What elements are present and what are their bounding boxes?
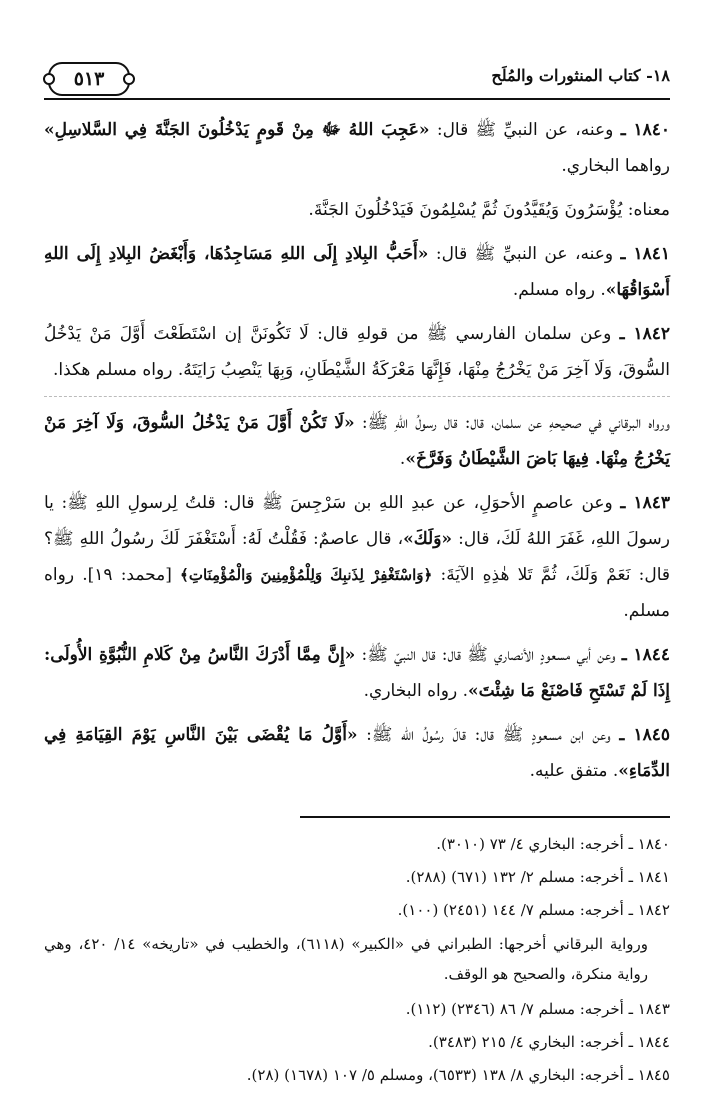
footnote-1845: ١٨٤٥ ـ أخرجه: البخاري ٨/ ١٣٨ (٦٥٣٣)، ومسلم ٥/ ١٠٧ (١٦٧٨) (٢٨).	[246, 1066, 670, 1084]
header-rule	[44, 98, 670, 100]
hadith-quote: «لَا تَكُنْ أَوَّلَ مَنْ يَدْخُلُ السُّوقَ، وَلَا آخِرَ مَنْ يَخْرُجُ مِنْهَا. فِيهَا بَاضَ الشَّيْطَانُ وَفَرَّخَ»	[44, 413, 670, 469]
hadith-mid: ، قال عاصمٌ: فَقُلْتُ لَهُ: أَسْتَغْفَرَ لَكَ رسُولُ اللهِ ﷺ؟ قال: نَعَمْ وَلَكَ، ثُمَّ تَلا هٰذِهِ الآيَةَ:	[44, 529, 671, 585]
meaning-text: معناه: يُؤْسَرُونَ وَيُقَيَّدُونَ ثُمَّ يُسْلِمُونَ فَيَدْخُلُونَ الجَنَّةَ.	[308, 200, 670, 220]
hadith-source: رواهما البخاري.	[561, 156, 670, 176]
footnote-1840: ١٨٤٠ ـ أخرجه: البخاري ٤/ ٧٣ (٣٠١٠).	[436, 835, 670, 853]
hadith-quote: «وَلَكَ»	[403, 529, 453, 549]
footnote-1841: ١٨٤١ ـ أخرجه: مسلم ٢/ ١٣٢ (٦٧١) (٢٨٨).	[405, 868, 670, 886]
running-title: ١٨- كتاب المنثورات والمُلَح	[491, 66, 670, 85]
hadith-source: . رواه مسلم.	[512, 280, 606, 300]
hadith-source: . متفق عليه.	[529, 761, 619, 781]
hadith-1842	[44, 316, 670, 388]
hadith-1842-barqani	[44, 405, 670, 477]
hadith-lead: وعن سلمان الفارسي ﷺ من قولهِ قال:	[308, 324, 620, 344]
hadith-number: ١٨٤٠ ـ	[620, 120, 670, 140]
hadith-source: .	[399, 449, 406, 469]
hadith-lead: وعن عاصمٍ الأحوَلِ، عن عبدِ اللهِ بن سَرْجِسَ ﷺ قال: قلتُ لِرسولِ اللهِ ﷺ: يا رسولَ اللهِ، غَفَرَ اللهُ لَكَ، قال:	[44, 493, 670, 549]
hadith-lead: ورواه البرقاني في صحيحهِ عن سلمان، قال: قال رسولُ اللهِ ﷺ:	[354, 413, 670, 433]
paragraph-separator	[44, 396, 670, 397]
page-number: ٥١٣	[73, 68, 105, 90]
hadith-lead: وعنه، عن النبيِّ ﷺ قال:	[428, 244, 621, 264]
hadith-number: ١٨٤٤ ـ	[621, 645, 670, 665]
hadith-1841	[44, 236, 670, 308]
footnote-1843: ١٨٤٣ ـ أخرجه: مسلم ٧/ ٨٦ (٢٣٤٦) (١١٢).	[405, 1000, 670, 1018]
page-header	[44, 60, 670, 100]
hadith-1840	[44, 112, 670, 184]
footnote-1842-barqani: ورواية البرقاني أخرجها: الطبراني في «الكبير» (٦١١٨)، والخطيب في «تاريخه» ١٤/ ٤٢٠، وهي رواية منكرة، والصحيح هو الوقف.	[44, 935, 648, 983]
main-text	[44, 112, 670, 797]
quran-verse: ﴿وَاسْتَغْفِرْ لِذَنبِكَ وَلِلْمُؤْمِنِينَ وَالْمُؤْمِنَاتِ﴾	[180, 566, 433, 584]
hadith-1843	[44, 485, 670, 629]
hadith-1844	[44, 637, 670, 709]
hadith-1845	[44, 717, 670, 789]
hadith-number: ١٨٤٢ ـ	[619, 324, 670, 344]
verse-reference: [محمد: ١٩]	[87, 565, 181, 585]
hadith-source: . رواه البخاري.	[363, 681, 468, 701]
hadith-quote: «عَجِبَ اللهُ ﷻ مِنْ قَومٍ يَدْخُلُونَ الجَنَّةَ فِي السَّلاسِلِ»	[44, 120, 430, 140]
hadith-lead: وعن ابن مسعودٍ ﷺ قال: قالَ رسُولُ الله ﷺ:	[357, 725, 620, 745]
hadith-1840-meaning	[44, 192, 670, 228]
hadith-source: رواه مسلم هكذا.	[52, 360, 178, 380]
hadith-lead: وعنه، عن النبيِّ ﷺ قال:	[429, 120, 621, 140]
footnote-1842: ١٨٤٢ ـ أخرجه: مسلم ٧/ ١٤٤ (٢٤٥١) (١٠٠).	[397, 901, 670, 919]
hadith-quote: «أَحَبُّ البِلادِ إِلَى اللهِ مَسَاجِدُهَا، وَأَبْغَضُ البِلادِ إِلَى اللهِ أَسْوَاقُهَا»	[44, 244, 670, 300]
page-number-badge	[48, 62, 130, 96]
footnotes	[44, 830, 670, 1094]
hadith-number: ١٨٤٣ ـ	[620, 493, 670, 513]
hadith-quote: لَا تَكُونَنَّ إن اسْتَطَعْتَ أَوَّلَ مَنْ يَدْخُلُ السُّوقَ، وَلَا آخِرَ مَنْ يَخْرُجُ مِنْهَا، فَإِنَّهَا مَعْرَكَةُ الشَّيْطَانِ، وَبِهَا يَنْصِبُ رَايَتَهُ.	[44, 324, 670, 380]
hadith-number: ١٨٤٥ ـ	[619, 725, 670, 745]
hadith-source: . رواه مسلم.	[44, 565, 670, 621]
footnote-1844: ١٨٤٤ ـ أخرجه: البخاري ٤/ ٢١٥ (٣٤٨٣).	[428, 1033, 670, 1051]
footnote-rule	[300, 816, 670, 818]
hadith-number: ١٨٤١ ـ	[620, 244, 670, 264]
hadith-lead: وعن أبي مسعودٍ الأنصاري ﷺ قال: قال النبيّ ﷺ:	[355, 645, 622, 665]
hadith-quote: «أَوَّلُ مَا يُقْضَى بَيْنَ النَّاسِ يَوْمَ القِيَامَةِ فِي الدِّمَاءِ»	[44, 725, 670, 781]
hadith-quote: «إِنَّ مِمَّا أَدْرَكَ النَّاسُ مِنْ كَلامِ النُّبُوَّةِ الأُولَى: إِذَا لَمْ تَسْتَحِ فَاصْنَعْ مَا شِئْتَ»	[44, 645, 670, 701]
